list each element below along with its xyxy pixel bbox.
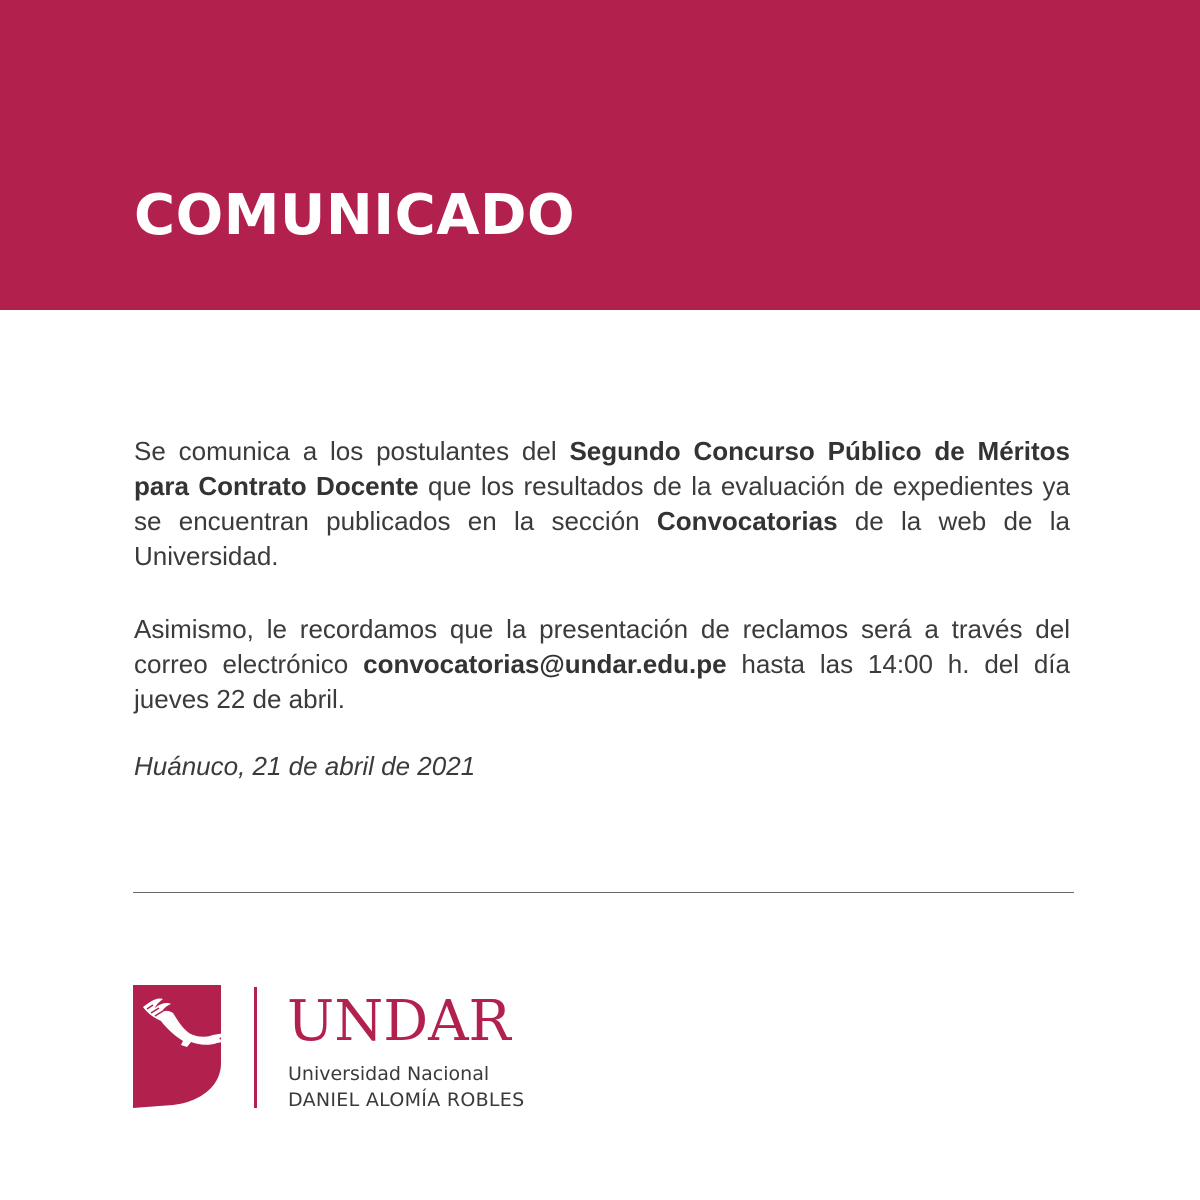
paragraph-2-ending: hasta las 14:00 h. del día jueves 22 de abril. (134, 649, 1070, 714)
logo-university-line: Universidad Nacional (288, 1063, 490, 1085)
contest-name: Segundo Concurso Público de Méritos para Contrato Docente (134, 436, 1070, 501)
header-band (0, 0, 1200, 310)
condor-emblem-icon (133, 985, 221, 1108)
divider (133, 892, 1074, 893)
announcement-paragraph-1 (134, 434, 1070, 574)
logo-name: UNDAR (287, 989, 511, 1054)
logo-founder-line: DANIEL ALOMÍA ROBLES (288, 1089, 525, 1111)
logo-separator (254, 987, 257, 1108)
paragraph-1-intro: Se comunica a los postulantes del (134, 436, 570, 466)
announcement-paragraph-2 (134, 612, 1070, 717)
page-title: COMUNICADO (134, 183, 576, 248)
date-line: Huánuco, 21 de abril de 2021 (134, 751, 476, 781)
paragraph-1-middle: que los resultados de la evaluación de expedientes ya se encuentran publicados en la sección (134, 471, 1070, 536)
section-name: Convocatorias (656, 506, 838, 536)
paragraph-1-ending: de la web de la Universidad. (134, 506, 1070, 571)
contact-email: convocatorias@undar.edu.pe (363, 649, 727, 679)
paragraph-2-intro: Asimismo, le recordamos que la presentación de reclamos será a través del correo electrónico (134, 614, 1070, 679)
